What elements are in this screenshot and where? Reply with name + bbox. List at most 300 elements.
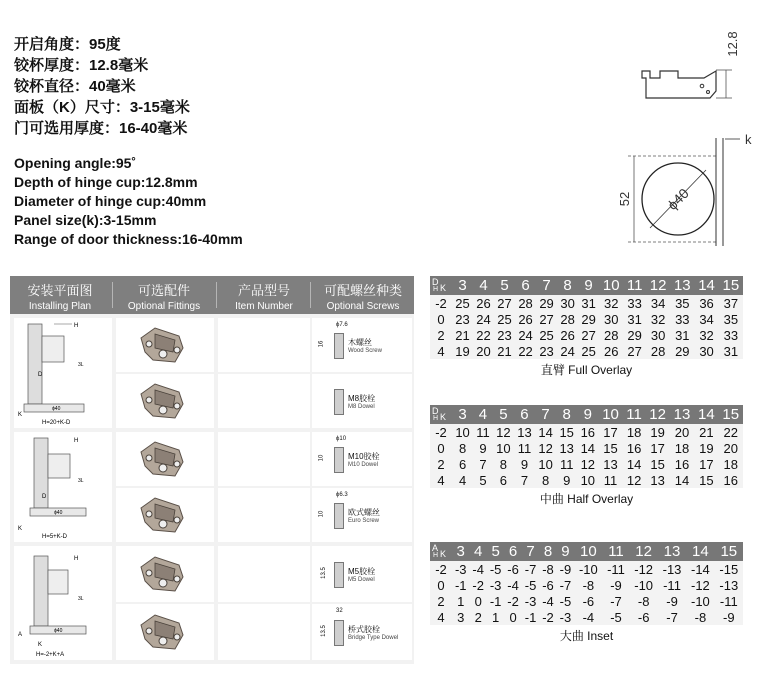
table-cell: 13: [645, 472, 669, 488]
table-cell: -11: [658, 577, 686, 593]
table-cell: 25: [452, 295, 473, 311]
formula-full-overlay: H=20+K-D: [42, 420, 71, 426]
table-cell: 11: [556, 456, 577, 472]
table-cell: 31: [719, 343, 743, 359]
table-cell: 32: [694, 327, 718, 343]
table-cell: 24: [557, 343, 578, 359]
screw-name-cn: 桥式胶栓: [348, 625, 380, 634]
table-cell: 5: [473, 472, 493, 488]
row-label: 0: [430, 440, 452, 456]
table-cell: 28: [515, 295, 536, 311]
table-cell: 8: [535, 472, 556, 488]
table-cell: -4: [574, 609, 602, 625]
screw-dim: ϕ10: [336, 436, 347, 442]
table-cell: -8: [539, 561, 556, 577]
table-cell: -2: [469, 577, 486, 593]
screw-cell: [312, 546, 412, 602]
row-label: 2: [430, 327, 452, 343]
table-row: [430, 593, 743, 609]
column-header: 9: [578, 276, 599, 295]
column-header: 15: [719, 276, 743, 295]
table-cell: 27: [623, 343, 646, 359]
table-cell: 10: [577, 472, 598, 488]
table-row: [430, 609, 743, 625]
spec-line: Range of door thickness:16-40mm: [14, 231, 243, 247]
svg-text:H: H: [74, 556, 79, 562]
svg-text:A: A: [18, 632, 23, 638]
table-cell: -8: [629, 593, 657, 609]
table-cell: 6: [493, 472, 514, 488]
table-cell: 17: [645, 440, 669, 456]
item-number-cell: [218, 604, 310, 660]
table-cell: -8: [686, 609, 714, 625]
column-header: 8: [557, 276, 578, 295]
item-number-cell: [218, 432, 310, 486]
table-cell: 32: [646, 311, 670, 327]
specs-english: [14, 154, 243, 249]
screw-icon: [334, 562, 344, 588]
table-cell: 27: [494, 295, 515, 311]
column-header: 12: [645, 405, 669, 424]
header-installing-plan: 安装平面图 Installing Plan: [27, 283, 93, 312]
table-row: [430, 577, 743, 593]
column-header: 10: [574, 542, 602, 561]
table-cell: -5: [487, 561, 504, 577]
column-header: 11: [623, 405, 646, 424]
column-header: 3: [452, 405, 473, 424]
table-cell: 33: [719, 327, 743, 343]
column-header: 15: [715, 542, 743, 561]
table-cell: 14: [623, 456, 646, 472]
column-header: 11: [603, 542, 630, 561]
column-header: 5: [493, 405, 514, 424]
table-cell: 25: [578, 343, 599, 359]
column-header: 12: [646, 276, 670, 295]
screw-name-en: Euro Screw: [348, 518, 380, 524]
spec-line: Panel size(k):3-15mm: [14, 212, 157, 228]
table-cell: -4: [469, 561, 486, 577]
svg-text:K: K: [18, 526, 23, 532]
table-cell: 21: [694, 424, 718, 440]
screw-cell: [312, 432, 412, 486]
column-header: 10: [599, 276, 623, 295]
svg-text:H: H: [74, 438, 79, 444]
hinge-fitting-image: [116, 488, 214, 542]
column-header: 3: [452, 542, 469, 561]
screw-name-en: M10 Dowel: [348, 462, 379, 468]
svg-text:ϕ40: ϕ40: [54, 628, 63, 634]
column-header: 4: [473, 276, 494, 295]
table-cell: 1: [452, 593, 469, 609]
table-cell: 23: [536, 343, 557, 359]
screw-dim: ϕ7.6: [336, 322, 348, 328]
spec-line: 铰杯厚度：12.8毫米: [14, 57, 149, 74]
table-cell: 12: [623, 472, 646, 488]
table-cell: 7: [473, 456, 493, 472]
table-cell: -9: [557, 561, 574, 577]
table-cell: -13: [658, 561, 686, 577]
table-row: [430, 440, 743, 456]
installing-plan-inset: [14, 546, 112, 660]
table-cell: 25: [494, 311, 515, 327]
table-cell: 30: [557, 295, 578, 311]
table-cell: 11: [473, 424, 493, 440]
hinge-fitting-image: [116, 546, 214, 602]
column-header: 5: [494, 276, 515, 295]
screw-dim: ϕ6.3: [336, 492, 348, 498]
specs-chinese: [14, 34, 190, 139]
table-cell: -5: [603, 609, 630, 625]
column-header: 3: [452, 276, 473, 295]
cup-depth-label: 12.8: [725, 31, 740, 57]
item-number-cell: [218, 546, 310, 602]
height-label: 52: [617, 191, 632, 207]
table-cell: 30: [646, 327, 670, 343]
spec-line: Opening angle:95˚: [14, 155, 137, 171]
svg-text:ϕ40: ϕ40: [52, 406, 61, 412]
table-cell: 19: [694, 440, 718, 456]
row-label: 0: [430, 311, 452, 327]
screw-name-cn: M5胶栓: [348, 567, 376, 576]
table-cell: -6: [504, 561, 521, 577]
table-cell: 10: [535, 456, 556, 472]
table-cell: -13: [715, 577, 743, 593]
installing-plan-full-overlay: [14, 318, 112, 428]
table-cell: 6: [452, 456, 473, 472]
column-header: 15: [719, 405, 743, 424]
spec-line: 门可选用厚度：16-40毫米: [14, 120, 188, 137]
table-cell: 33: [670, 311, 694, 327]
table-cell: 15: [694, 472, 718, 488]
screw-length: 10: [318, 510, 325, 518]
table-cell: -7: [522, 561, 539, 577]
table-cell: -9: [603, 577, 630, 593]
row-label: 4: [430, 343, 452, 359]
table-cell: -9: [658, 593, 686, 609]
table-cell: -1: [487, 593, 504, 609]
table-cell: 26: [557, 327, 578, 343]
table-cell: -10: [686, 593, 714, 609]
column-header: 4: [473, 405, 493, 424]
table-cell: 31: [623, 311, 646, 327]
column-header: 6: [515, 276, 536, 295]
table-cell: 23: [494, 327, 515, 343]
table-cell: 31: [578, 295, 599, 311]
table-cell: 19: [452, 343, 473, 359]
row-label: -2: [430, 295, 452, 311]
table-cell: 9: [556, 472, 577, 488]
item-number-cell: [218, 318, 310, 372]
table-cell: 26: [599, 343, 623, 359]
table-cell: -4: [539, 593, 556, 609]
table-cell: -3: [557, 609, 574, 625]
table-cell: 17: [598, 424, 622, 440]
screw-name-en: Bridge Type Dowel: [348, 635, 399, 641]
row-label: 0: [430, 577, 452, 593]
table-cell: -15: [715, 561, 743, 577]
svg-text:K: K: [18, 412, 23, 418]
table-cell: -12: [629, 561, 657, 577]
table-caption: 直臂 Full Overlay: [540, 363, 633, 377]
table-cell: 29: [578, 311, 599, 327]
table-cell: 8: [452, 440, 473, 456]
table-cell: 0: [504, 609, 521, 625]
header-optional-fittings: 可选配件 Optional Fittings: [127, 283, 201, 312]
table-cell: 21: [452, 327, 473, 343]
table-cell: -1: [522, 609, 539, 625]
table-cell: 27: [578, 327, 599, 343]
table-cell: 1: [487, 609, 504, 625]
table-cell: -9: [715, 609, 743, 625]
column-header: 9: [557, 542, 574, 561]
hinge-fitting-image: [116, 604, 214, 660]
row-label: -2: [430, 424, 452, 440]
row-label: 4: [430, 472, 452, 488]
table-cell: -6: [574, 593, 602, 609]
screw-name-en: M8 Dowel: [348, 404, 375, 410]
table-cell: 31: [670, 327, 694, 343]
table-cell: 7: [514, 472, 535, 488]
table-cell: 16: [623, 440, 646, 456]
table-cell: 28: [557, 311, 578, 327]
table-cell: -1: [452, 577, 469, 593]
screw-name-en: M5 Dowel: [348, 577, 375, 583]
hinge-cup-drawing: [617, 18, 770, 253]
table-cell: 15: [598, 440, 622, 456]
table-cell: -11: [715, 593, 743, 609]
table-caption: 大曲 Inset: [559, 629, 614, 643]
table-cell: 18: [623, 424, 646, 440]
svg-text:ϕ40: ϕ40: [54, 510, 63, 516]
screw-icon: [334, 447, 344, 473]
table-cell: 34: [694, 311, 718, 327]
column-header: 13: [670, 276, 694, 295]
table-row: [430, 424, 743, 440]
screw-icon: [334, 503, 344, 529]
svg-text:D: D: [42, 494, 47, 500]
screw-name-cn: M8胶栓: [348, 394, 376, 403]
table-cell: 16: [577, 424, 598, 440]
table-cell: 18: [719, 456, 743, 472]
table-cell: 29: [670, 343, 694, 359]
table-cell: 9: [514, 456, 535, 472]
table-cell: -6: [629, 609, 657, 625]
table-cell: 35: [670, 295, 694, 311]
installation-table: [10, 276, 414, 664]
table-cell: 14: [577, 440, 598, 456]
table-cell: 14: [670, 472, 694, 488]
column-header: 14: [694, 276, 718, 295]
column-header: 6: [514, 405, 535, 424]
spec-line: 开启角度：95度: [14, 36, 121, 53]
formula-inset: H=-2+K+A: [36, 652, 65, 658]
table-cell: 0: [469, 593, 486, 609]
table-row: [430, 472, 743, 488]
spec-line: 铰杯直径：40毫米: [14, 78, 136, 95]
diameter-label: ϕ40: [664, 185, 692, 213]
column-header: 9: [577, 405, 598, 424]
column-header: 10: [598, 405, 622, 424]
screw-icon: [334, 389, 344, 415]
table-cell: 22: [473, 327, 494, 343]
column-header: 7: [522, 542, 539, 561]
table-cell: 30: [694, 343, 718, 359]
column-header: 13: [658, 542, 686, 561]
hinge-fitting-image: [116, 374, 214, 428]
table-cell: 20: [670, 424, 694, 440]
table-cell: -12: [686, 577, 714, 593]
table-row: [430, 295, 743, 311]
overlay-table-full: [430, 276, 743, 378]
table-cell: 3: [452, 609, 469, 625]
column-header: 6: [504, 542, 521, 561]
table-cell: 14: [535, 424, 556, 440]
table-row: [430, 456, 743, 472]
table-cell: -7: [557, 577, 574, 593]
table-cell: 32: [599, 295, 623, 311]
table-cell: 10: [452, 424, 473, 440]
screw-icon: [334, 620, 344, 646]
table-cell: 37: [719, 295, 743, 311]
column-header: 13: [670, 405, 694, 424]
table-cell: 10: [493, 440, 514, 456]
screw-cell: [312, 488, 412, 542]
table-cell: 27: [536, 311, 557, 327]
table-cell: 2: [469, 609, 486, 625]
overlay-table-inset: [430, 542, 743, 644]
table-cell: 34: [646, 295, 670, 311]
svg-text:H: H: [74, 323, 79, 329]
row-label: 4: [430, 609, 452, 625]
column-header: 7: [536, 276, 557, 295]
svg-text:3L: 3L: [78, 596, 84, 602]
table-cell: 28: [599, 327, 623, 343]
column-header: 14: [686, 542, 714, 561]
table-cell: 29: [536, 295, 557, 311]
table-cell: 18: [670, 440, 694, 456]
table-cell: 35: [719, 311, 743, 327]
table-cell: 8: [493, 456, 514, 472]
row-label: 2: [430, 456, 452, 472]
table-cell: -3: [452, 561, 469, 577]
table-corner-label: D K H: [430, 276, 452, 295]
table-row: [430, 327, 743, 343]
screw-name-en: Wood Screw: [348, 348, 382, 354]
table-cell: 30: [599, 311, 623, 327]
screw-name-cn: M10胶栓: [348, 452, 380, 461]
table-cell: 12: [577, 456, 598, 472]
table-cell: -2: [504, 593, 521, 609]
installation-table-header: [10, 276, 414, 314]
table-cell: 9: [473, 440, 493, 456]
formula-half-overlay: H=5+K-D: [42, 534, 68, 540]
spec-line: Diameter of hinge cup:40mm: [14, 193, 207, 209]
column-header: 8: [539, 542, 556, 561]
table-cell: 15: [645, 456, 669, 472]
table-cell: 12: [493, 424, 514, 440]
table-cell: 19: [645, 424, 669, 440]
table-corner-label: A K H: [430, 542, 452, 561]
table-cell: 22: [719, 424, 743, 440]
table-cell: 16: [670, 456, 694, 472]
table-cell: -10: [574, 561, 602, 577]
screw-name-cn: 欧式螺丝: [348, 508, 380, 517]
item-number-cell: [218, 488, 310, 542]
row-label: 2: [430, 593, 452, 609]
screw-name-cn: 木螺丝: [348, 338, 372, 347]
column-header: 11: [623, 276, 646, 295]
item-number-cell: [218, 374, 310, 428]
screw-cell: [312, 374, 412, 428]
table-cell: 36: [694, 295, 718, 311]
table-caption: 中曲 Half Overlay: [539, 492, 634, 506]
table-cell: 23: [452, 311, 473, 327]
screw-cell: [312, 604, 412, 660]
table-row: [430, 343, 743, 359]
table-cell: -6: [539, 577, 556, 593]
table-cell: 13: [556, 440, 577, 456]
table-cell: -8: [574, 577, 602, 593]
table-cell: 22: [515, 343, 536, 359]
svg-text:3L: 3L: [78, 478, 84, 484]
table-cell: 13: [514, 424, 535, 440]
screw-length: 10: [318, 454, 325, 462]
installing-plan-half-overlay: [14, 432, 112, 542]
table-cell: -2: [539, 609, 556, 625]
table-row: [430, 561, 743, 577]
table-cell: 17: [694, 456, 718, 472]
table-cell: -14: [686, 561, 714, 577]
table-cell: 33: [623, 295, 646, 311]
screw-icon: [334, 333, 344, 359]
header-optional-screws: 可配螺丝种类 Optional Screws: [323, 283, 402, 312]
k-label: k: [745, 132, 752, 147]
table-cell: 20: [719, 440, 743, 456]
table-cell: 11: [598, 472, 622, 488]
table-cell: -5: [557, 593, 574, 609]
table-cell: 26: [515, 311, 536, 327]
table-cell: 25: [536, 327, 557, 343]
column-header: 12: [629, 542, 657, 561]
column-header: 14: [694, 405, 718, 424]
table-cell: 12: [535, 440, 556, 456]
table-corner-label: D K H: [430, 405, 452, 424]
svg-text:3L: 3L: [78, 362, 84, 368]
row-label: -2: [430, 561, 452, 577]
table-cell: 4: [452, 472, 473, 488]
screw-length: 16: [318, 340, 325, 348]
svg-text:K: K: [38, 642, 43, 648]
table-cell: 16: [719, 472, 743, 488]
svg-text:D: D: [38, 372, 43, 378]
table-cell: 29: [623, 327, 646, 343]
header-item-number: 产品型号 Item Number: [235, 283, 293, 312]
hinge-fitting-image: [116, 432, 214, 486]
table-cell: 15: [556, 424, 577, 440]
overlay-table-half: [430, 405, 743, 507]
table-cell: -3: [487, 577, 504, 593]
table-cell: 11: [514, 440, 535, 456]
column-header: 8: [556, 405, 577, 424]
table-cell: -4: [504, 577, 521, 593]
table-cell: -3: [522, 593, 539, 609]
screw-cell: [312, 318, 412, 372]
screw-length: 13.5: [320, 625, 327, 637]
hinge-fitting-image: [116, 318, 214, 372]
table-cell: -7: [603, 593, 630, 609]
table-cell: 24: [515, 327, 536, 343]
table-cell: 28: [646, 343, 670, 359]
